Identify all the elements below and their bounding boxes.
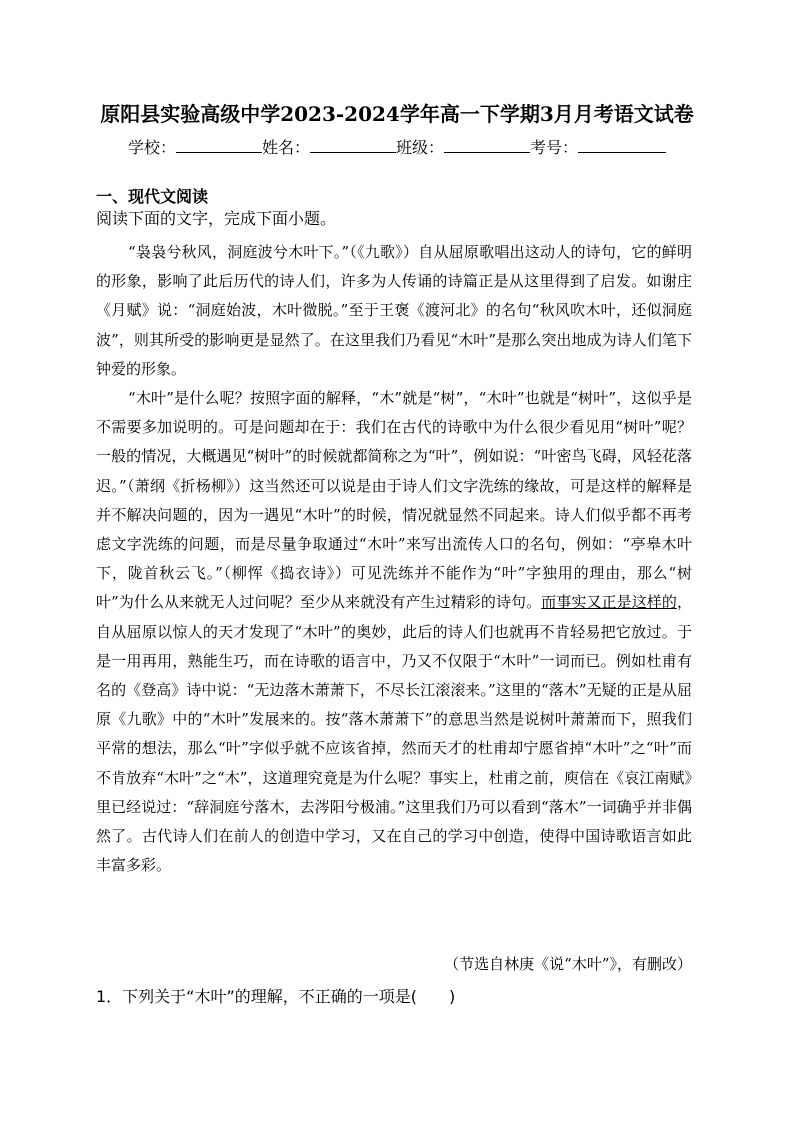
exam-title: 原阳县实验高级中学2023-2024学年高一下学期3月月考语文试卷 (100, 102, 694, 126)
reading-passage (96, 238, 692, 880)
passage-source: （节选自林庚《说“木叶”》，有删改） (444, 955, 692, 973)
section-intro: 阅读下面的文字，完成下面小题。 (96, 209, 337, 228)
passage-paragraph-1: “袅袅兮秋风，洞庭波兮木叶下。”（《九歌》）自从屈原歌唱出这动人的诗句，它的鲜明的形象，影响了此后历代的诗人们，许多为人传诵的诗篇正是从这里得到了启发。如谢庄《月赋》说：“洞庭始波，木叶微脱。”至于王褒《渡河北》的名句“秋风吹木叶，还似洞庭波”，则其所受的影响更是显然了。在这里我们乃看见“木叶”是那么突出地成为诗人们笔下钟爱的形象。 (96, 243, 692, 378)
question-1: 1．下列关于“木叶”的理解，不正确的一项是( ) (96, 987, 456, 1006)
school-label: 学校： (127, 138, 176, 157)
number-blank (578, 138, 666, 153)
passage-paragraph-2-part-b: ，自从屈原以惊人的天才发现了“木叶”的奥妙，此后的诗人们也就再不肯轻易把它放过。于是一用再用，熟能生巧，而在诗歌的语言中，乃又不仅限于“木叶”一词而已。例如杜甫有名的《登高》诗中说：“无边落木萧萧下，不尽长江滚滚来。”这里的“落木”无疑的正是从屈原《九歌》中的“木叶”发展来的。按“落木萧萧下”的意思当然是说树叶萧萧而下，照我们平常的想法，那么“叶”字似乎就不应该省掉，然而天才的杜甫却宁愿省掉“木叶”之“叶”而不肯放弃“木叶”之“木”，这道理究竟是为什么呢？事实上，杜甫之前，庾信在《哀江南赋》里已经说过：“辞洞庭兮落木，去涔阳兮极浦。”这里我们乃可以看到“落木”一词确乎并非偶然了。古代诗人们在前人的创造中学习，又在自己的学习中创造，使得中国诗歌语言如此丰富多彩。 (96, 593, 692, 875)
school-blank (176, 138, 262, 153)
name-blank (310, 138, 396, 153)
passage-paragraph-2 (96, 384, 692, 880)
name-label: 姓名： (261, 138, 310, 157)
passage-paragraph-2-part-a: “木叶”是什么呢？按照字面的解释，“木”就是“树”，“木叶”也就是“树叶”，这似乎是不需要多加说明的。可是问题却在于：我们在古代的诗歌中为什么很少看见用“树叶”呢？一般的情况，大概遇见“树叶”的时候就都简称之为“叶”，例如说：“叶密鸟飞碍，风轻花落迟。”（萧纲《折杨柳》）这当然还可以说是由于诗人们文字洗练的缘故，可是这样的解释是并不解决问题的，因为一遇见“木叶”的时候，情况就显然不同起来。诗人们似乎都不再考虑文字洗练的问题，而是尽量争取通过“木叶”来写出流传人口的名句，例如：“亭皋木叶下，陇首秋云飞。”（柳恽《捣衣诗》）可见洗练并不能作为“叶”字独用的理由，那么“树叶”为什么从来就无人过问呢？至少从来就没有产生过精彩的诗句。 (96, 389, 692, 612)
underlined-sentence: 而事实又正是这样的 (541, 593, 677, 612)
student-info-line (0, 135, 794, 158)
section-heading: 一、现代文阅读 (96, 187, 209, 206)
class-label: 班级： (396, 138, 445, 157)
class-blank (444, 138, 530, 153)
number-label: 考号： (530, 138, 579, 157)
